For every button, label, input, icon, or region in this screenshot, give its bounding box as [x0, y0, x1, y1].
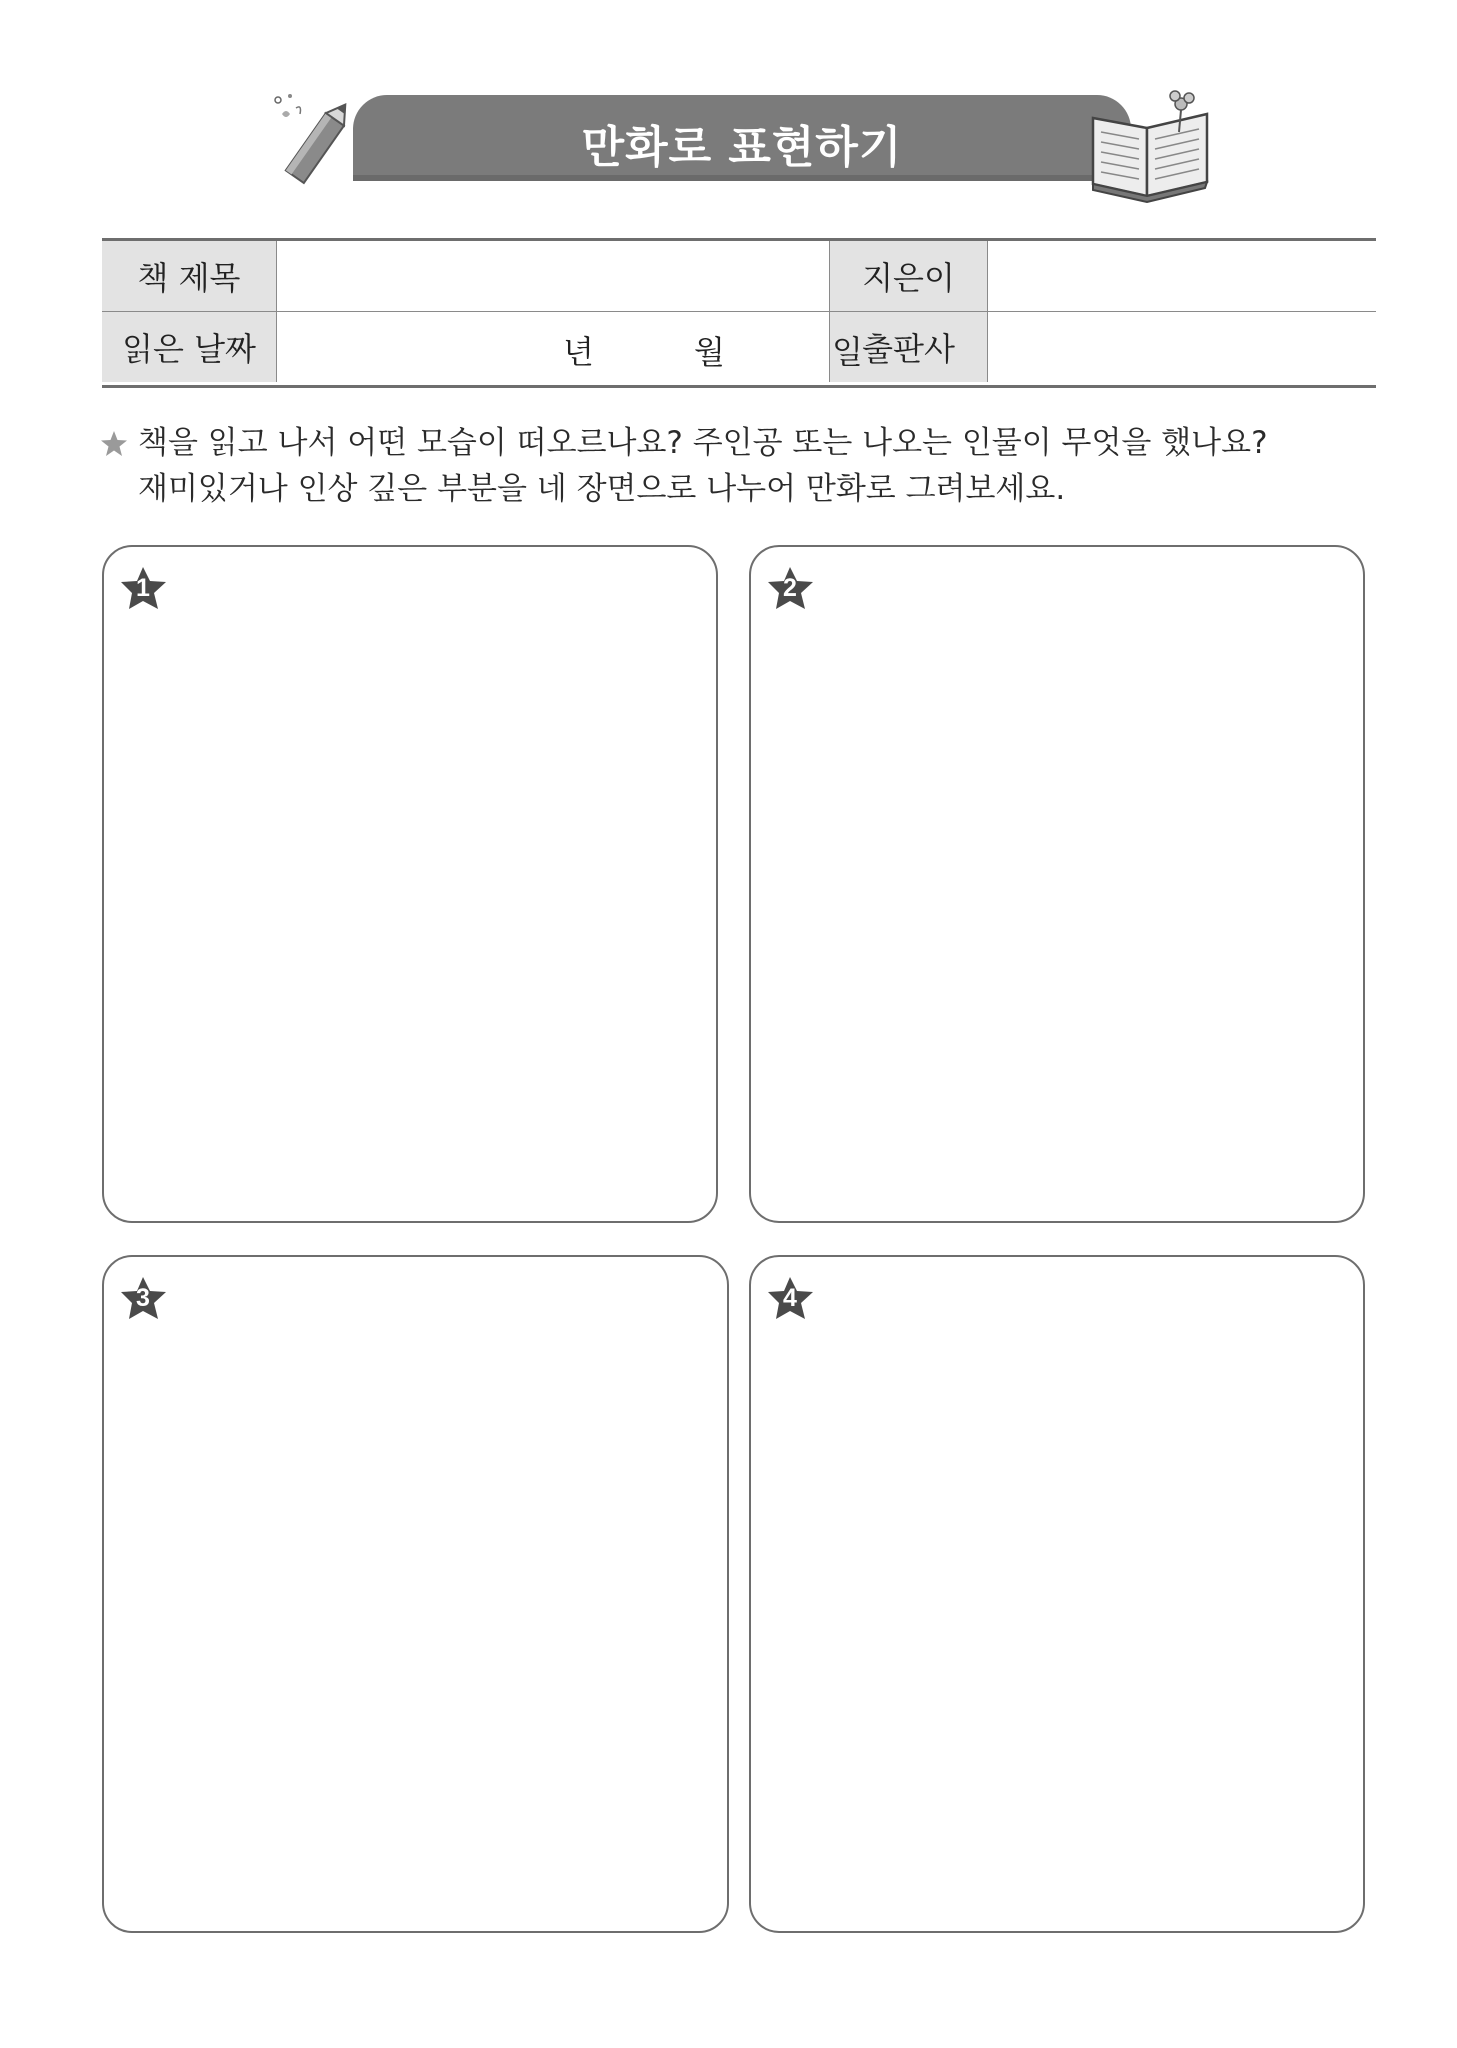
- book-title-field[interactable]: [277, 241, 830, 311]
- book-icon: [1085, 88, 1215, 203]
- author-label: 지은이: [830, 241, 988, 311]
- year-unit: 년: [563, 333, 594, 371]
- book-info-table: [102, 238, 1376, 388]
- comic-panel-4[interactable]: [749, 1255, 1365, 1933]
- panel-number: 3: [136, 1284, 150, 1312]
- title-banner: [353, 95, 1131, 181]
- read-date-label: 읽은 날짜: [102, 312, 277, 382]
- info-row-date: [102, 312, 1376, 382]
- book-title-label: 책 제목: [102, 241, 277, 311]
- instruction-line-1: 책을 읽고 나서 어떤 모습이 떠오르나요? 주인공 또는 나오는 인물이 무엇을 했나요?: [138, 425, 1268, 461]
- panel-number-badge: [120, 1275, 170, 1325]
- panel-number: 1: [136, 574, 150, 602]
- panel-number-badge: [120, 565, 170, 615]
- panel-number: 4: [783, 1284, 797, 1312]
- comic-panel-1[interactable]: [102, 545, 718, 1223]
- publisher-field[interactable]: [988, 312, 1376, 382]
- day-unit: 일: [832, 333, 863, 371]
- info-row-title: [102, 241, 1376, 312]
- instructions: [138, 420, 1268, 512]
- panel-number: 2: [783, 574, 797, 602]
- panel-number-badge: [767, 1275, 817, 1325]
- comic-panel-2[interactable]: [749, 545, 1365, 1223]
- publisher-label: 출판사: [830, 312, 988, 382]
- panel-number-badge: [767, 565, 817, 615]
- read-date-field[interactable]: [277, 312, 830, 382]
- star-bullet-icon: [100, 430, 128, 458]
- month-unit: 월: [694, 333, 725, 371]
- comic-panel-3[interactable]: [102, 1255, 729, 1933]
- instruction-line-2: 재미있거나 인상 깊은 부분을 네 장면으로 나누어 만화로 그려보세요.: [138, 471, 1066, 507]
- author-field[interactable]: [988, 241, 1376, 311]
- page-title: 만화로 표현하기: [581, 122, 903, 173]
